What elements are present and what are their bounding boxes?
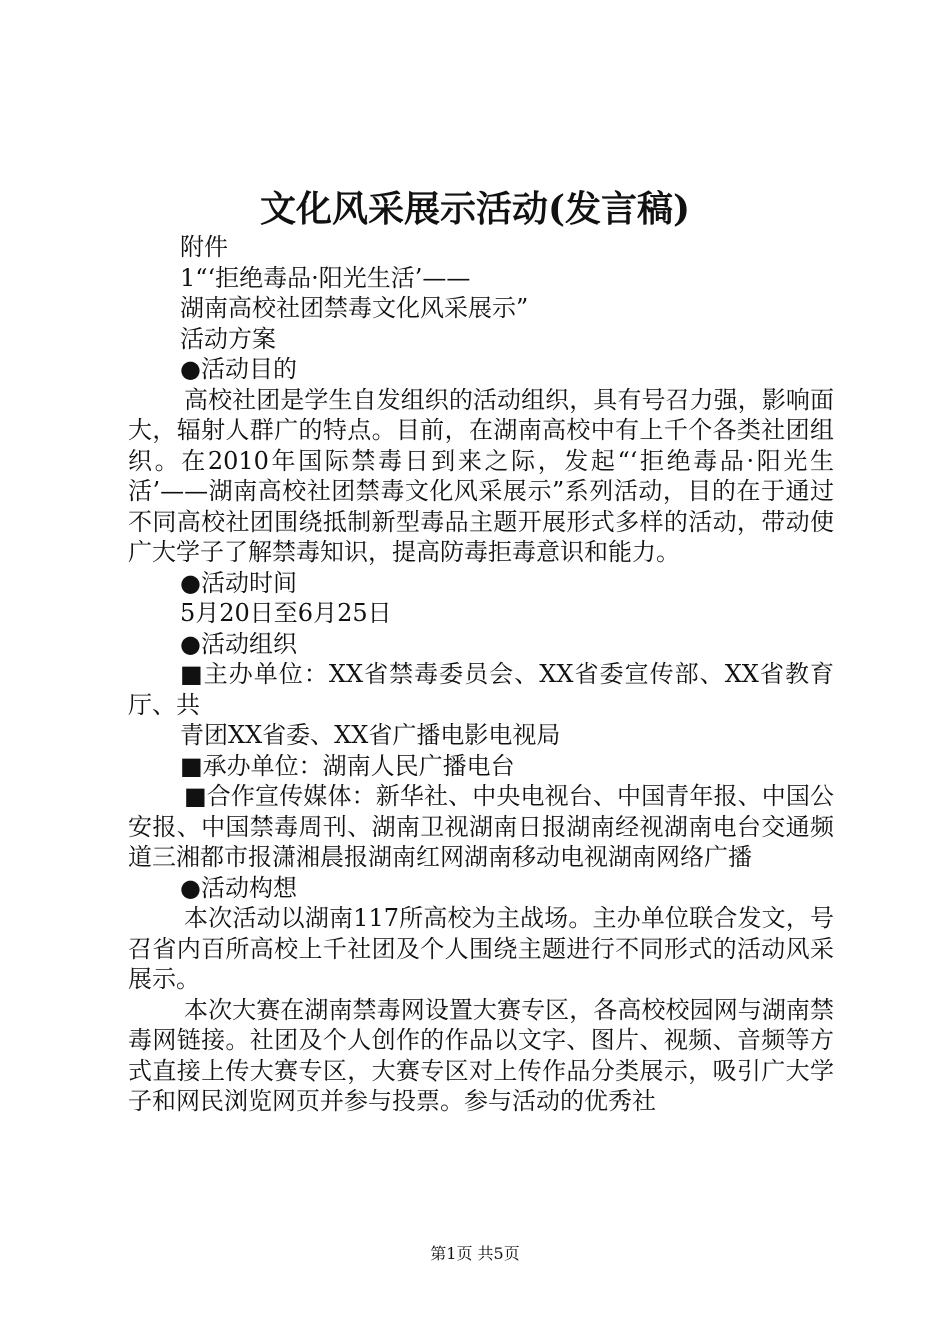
time-text: 5月20日至6月25日 [180,599,392,627]
organizer-unit: ■承办单位：湖南人民广播电台 [180,751,515,780]
document-body [128,232,834,1117]
section-heading-organization: ●活动组织 [180,629,297,658]
media-partners: ■合作宣传媒体：新华社、中央电视台、中国青年报、中国公安报、中国禁毒周刊、湖南卫视湖南日报湖南经视湖南电台交通频道三湘都市报潇湘晨报湖南红网湖南移动电视湖南网络广播 [128,782,834,871]
idea-paragraph-1: 本次活动以湖南117所高校为主战场。主办单位联合发文，号召省内百所高校上千社团及个人围绕主题进行不同形式的活动风采展示。 [128,904,834,993]
host-units: ■主办单位：XX省禁毒委员会、XX省委宣传部、XX省教育厅、共 [128,660,834,719]
plan-heading-line-1: 1“‘拒绝毒品·阳光生活’—— [180,263,471,292]
section-heading-idea: ●活动构想 [180,873,297,902]
plan-heading-line-3: 活动方案 [180,324,276,353]
page-footer: 第1页 共5页 [430,1244,520,1263]
idea-paragraph-2: 本次大赛在湖南禁毒网设置大赛专区，各高校校园网与湖南禁毒网链接。社团及个人创作的作品以文字、图片、视频、音频等方式直接上传大赛专区，大赛专区对上传作品分类展示，吸引广大学子和网民浏览网页并参与投票。参与活动的优秀社 [128,995,834,1115]
purpose-paragraph: 高校社团是学生自发组织的活动组织，具有号召力强，影响面大，辐射人群广的特点。目前，在湖南高校中有上千个各类社团组织。在2010年国际禁毒日到来之际，发起“‘拒绝毒品·阳光生活’——湖南高校社团禁毒文化风采展示”系列活动，目的在于通过不同高校社团围绕抵制新型毒品主题开展形式多样的活动，带动使广大学子了解禁毒知识，提高防毒拒毒意识和能力。 [128,385,834,566]
host-units-continued: 青团XX省委、XX省广播电影电视局 [180,721,561,749]
attachment-label: 附件 [180,233,228,261]
plan-heading-line-2: 湖南高校社团禁毒文化风采展示” [180,294,529,322]
document-title: 文化风采展示活动(发言稿) [259,188,691,230]
section-heading-time: ●活动时间 [180,568,297,597]
section-heading-purpose: ●活动目的 [180,355,297,383]
